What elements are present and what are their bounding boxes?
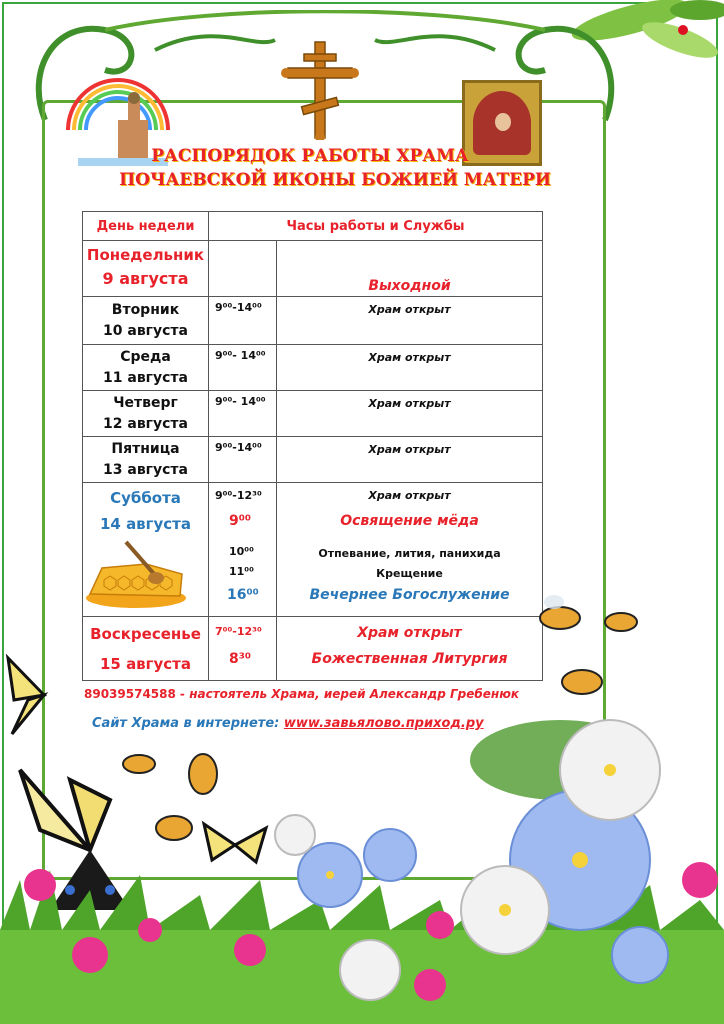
day-cell: [83, 241, 209, 297]
event-cell: Выходной: [277, 241, 543, 297]
day-date: 14 августа: [99, 515, 192, 533]
orthodox-cross-icon: [280, 40, 360, 140]
day-name: Среда: [120, 348, 171, 365]
time-line: 7⁰⁰-12³⁰: [215, 625, 262, 638]
column-header-day: День недели: [83, 212, 209, 241]
day-name: Четверг: [113, 394, 178, 411]
time-line: 16⁰⁰: [227, 587, 259, 603]
bee-icon: [552, 654, 612, 704]
time-line: 11⁰⁰: [229, 565, 254, 578]
event-cell: Храм открыт: [277, 345, 543, 391]
day-cell: [83, 297, 209, 345]
column-header-hours: Часы работы и Службы: [209, 212, 543, 241]
time-cell: 9⁰⁰-14⁰⁰: [209, 437, 277, 483]
day-date: 11 августа: [103, 369, 188, 386]
table-row: [83, 617, 543, 681]
table-header-row: [83, 212, 543, 241]
table-row: [83, 297, 543, 345]
event-line: Божественная Литургия: [311, 651, 508, 667]
time-cell: [209, 241, 277, 297]
event-line: Отпевание, лития, панихида: [318, 547, 501, 560]
phone-number[interactable]: 89039574588: [84, 687, 176, 701]
day-name: Пятница: [111, 440, 180, 457]
event-line: Вечернее Богослужение: [309, 587, 510, 603]
time-cell: 9⁰⁰- 14⁰⁰: [209, 345, 277, 391]
honeycomb-image: [84, 540, 188, 610]
time-cell: [209, 617, 277, 681]
bee-icon: [530, 588, 590, 638]
contact-line: [84, 687, 519, 701]
holy-icon-image: [462, 80, 542, 166]
table-row: [83, 391, 543, 437]
day-name: Понедельник: [86, 246, 205, 264]
day-name: Вторник: [111, 301, 180, 318]
event-cell: [277, 617, 543, 681]
table-row: [83, 345, 543, 391]
event-cell: Храм открыт: [277, 391, 543, 437]
website-link[interactable]: www.завьялово.приход.ру: [283, 716, 484, 731]
day-date: 15 августа: [99, 654, 192, 673]
event-line: Храм открыт: [368, 489, 451, 502]
contact-text: - настоятель Храма, иерей Александр Гребенюк: [175, 687, 520, 701]
time-cell: 9⁰⁰- 14⁰⁰: [209, 391, 277, 437]
event-cell: Храм открыт: [277, 297, 543, 345]
day-date: 13 августа: [103, 461, 188, 478]
day-date: 9 августа: [102, 269, 189, 288]
event-line: Освящение мёда: [340, 513, 479, 529]
day-name: Воскресенье: [90, 624, 201, 643]
table-row: [83, 241, 543, 297]
bee-icon: [596, 598, 646, 638]
time-cell: 9⁰⁰-14⁰⁰: [209, 297, 277, 345]
time-cell: [209, 483, 277, 617]
day-cell: [83, 437, 209, 483]
event-line: Храм открыт: [357, 625, 462, 641]
table-row: [83, 437, 543, 483]
day-cell: [83, 617, 209, 681]
flowers-grass-image: [0, 700, 724, 1024]
event-cell: [277, 483, 543, 617]
event-line: Крещение: [376, 567, 443, 580]
schedule-table: [82, 211, 543, 681]
website-label: Сайт Храма в интернете:: [92, 716, 280, 731]
event-cell: Храм открыт: [277, 437, 543, 483]
day-date: 10 августа: [103, 322, 188, 339]
time-line: 10⁰⁰: [229, 545, 254, 558]
day-name: Суббота: [110, 489, 181, 507]
page-title-line1: РАСПОРЯДОК РАБОТЫ ХРАМА: [151, 146, 469, 166]
day-cell: [83, 345, 209, 391]
day-cell: [83, 391, 209, 437]
time-line: 9⁰⁰-12³⁰: [215, 489, 262, 502]
time-line: 8³⁰: [229, 651, 252, 667]
time-line: 9⁰⁰: [229, 513, 252, 529]
page-title-line2: ПОЧАЕВСКОЙ ИКОНЫ БОЖИЕЙ МАТЕРИ: [119, 170, 551, 190]
day-date: 12 августа: [103, 415, 188, 432]
